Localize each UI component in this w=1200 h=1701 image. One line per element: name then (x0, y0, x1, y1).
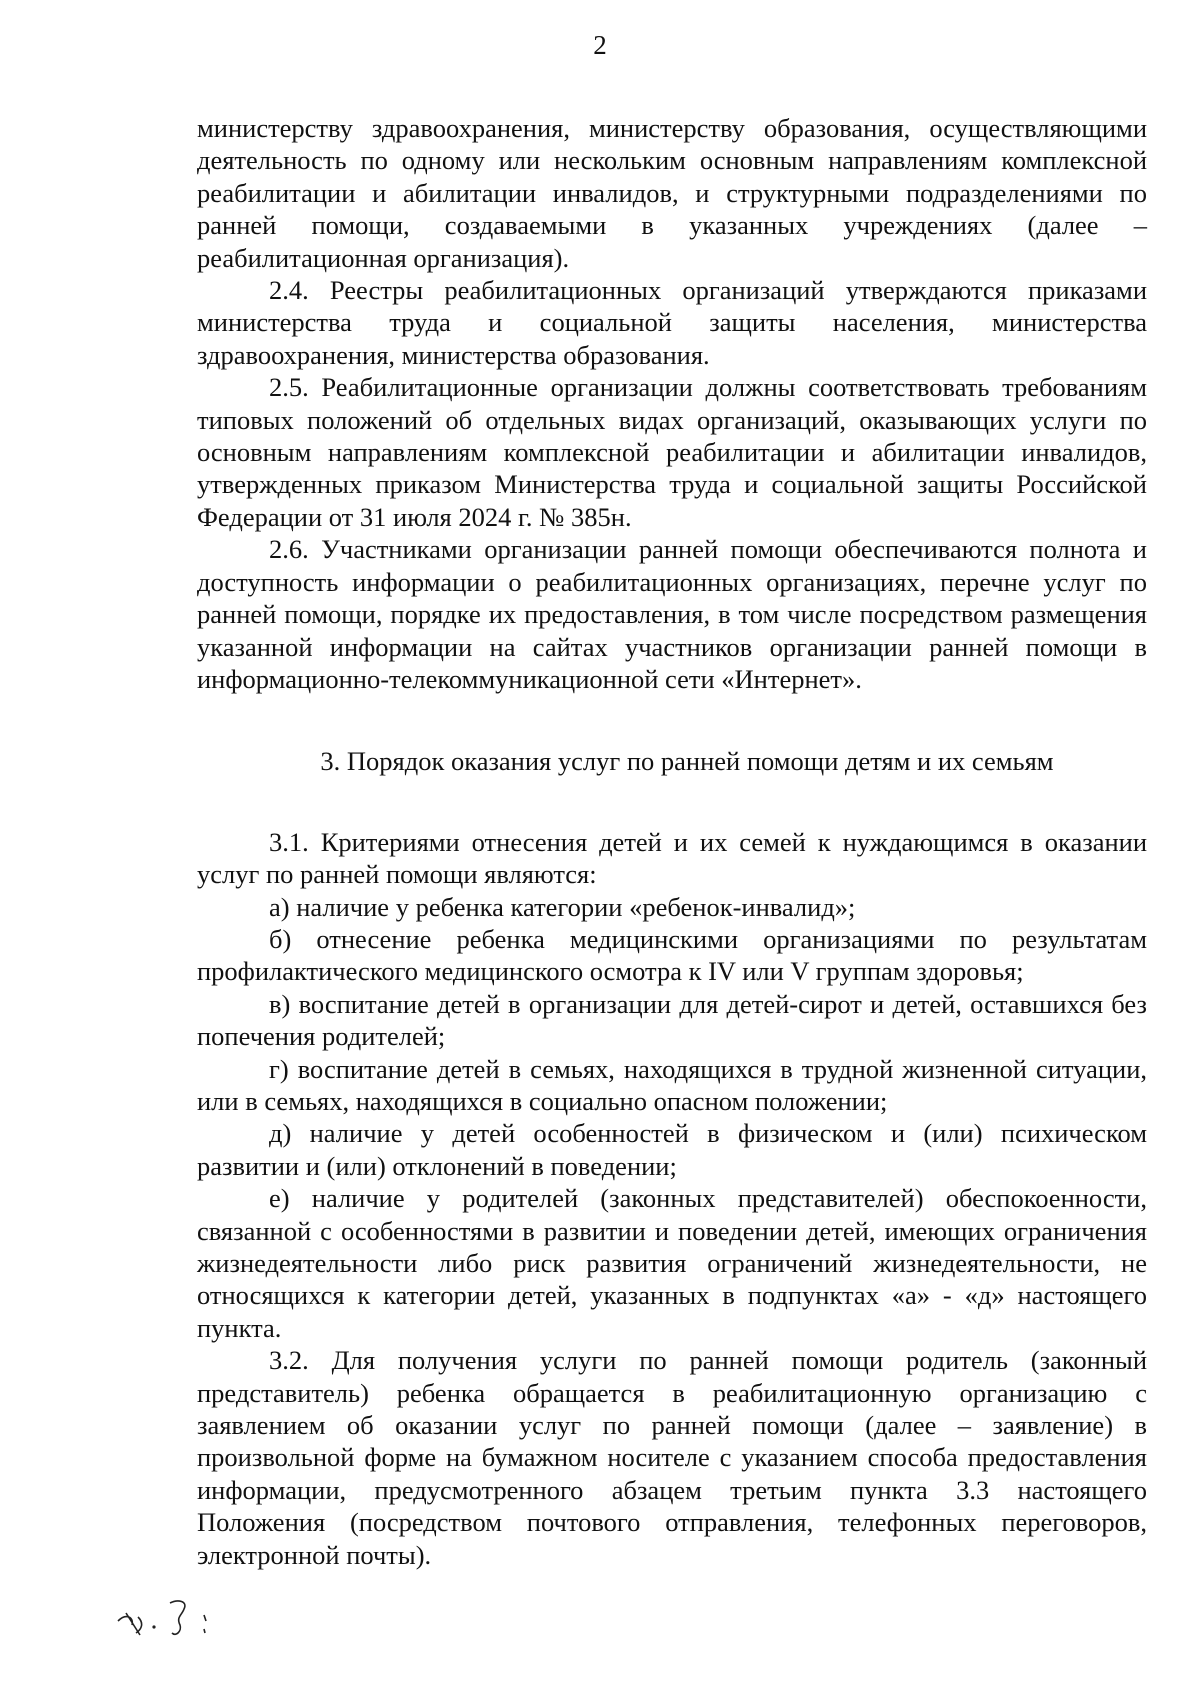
paragraph: 3.2. Для получения услуги по ранней помощи родитель (законный представитель) ребенка обращается в реабилитационную организацию с заявлением об оказании услуг по ранней помощи (далее – заявление) в произвольной форме на бумажном носителе с указанием способа предоставления информации, предусмотренного абзацем третьим пункта 3.3 настоящего Положения (посредством почтового отправления, телефонных переговоров, электронной почты). (197, 1345, 1147, 1570)
paragraphs-after-heading (197, 826, 1147, 1571)
handwritten-initials (112, 1583, 252, 1643)
paragraph: 2.6. Участниками организации ранней помощи обеспечиваются полнота и доступность информации о реабилитационных организациях, перечне услуг по ранней помощи, порядке их предоставления, в том числе посредством размещения указанной информации на сайтах участников организации ранней помощи в информационно-телекоммуникационной сети «Интернет». (197, 534, 1147, 694)
document-body (197, 112, 1147, 1571)
paragraph: д) наличие у детей особенностей в физическом и (или) психическом развитии и (или) отклонений в поведении; (197, 1118, 1147, 1181)
paragraph: а) наличие у ребенка категории «ребенок-инвалид»; (269, 891, 856, 922)
paragraph: б) отнесение ребенка медицинскими организациями по результатам профилактического медицинского осмотра к IV или V группам здоровья; (197, 923, 1147, 987)
paragraph: в) воспитание детей в организации для детей-сирот и детей, оставшихся без попечения родителей; (197, 988, 1147, 1052)
paragraph: 2.5. Реабилитационные организации должны соответствовать требованиям типовых положений об отдельных видах организаций, оказывающих услуги по основным направлениям комплексной реабилитации и абилитации инвалидов, утвержденных приказом Министерства труда и социальной защиты Российской Федерации от 31 июля 2024 г. № 385н. (197, 372, 1147, 532)
paragraph: министерству здравоохранения, министерству образования, осуществляющими деятельность по одному или нескольким основным направлениям комплексной реабилитации и абилитации инвалидов, и структурными подразделениями по ранней помощи, создаваемыми в указанных учреждениях (далее – реабилитационная организация). (197, 113, 1147, 273)
page-number: 2 (593, 30, 607, 60)
paragraph: 3.1. Критериями отнесения детей и их семей к нуждающимся в оказании услуг по ранней помощи являются: (197, 826, 1147, 890)
paragraph: е) наличие у родителей (законных представителей) обеспокоенности, связанной с особенностями в развитии и поведении детей, имеющих ограничения жизнедеятельности либо риск развития ограничений жизнедеятельности, не относящихся к категории детей, указанных в подпунктах «а» - «д» настоящего пункта. (197, 1183, 1147, 1343)
paragraph: 2.4. Реестры реабилитационных организаций утверждаются приказами министерства труда и социальной защиты населения, министерства здравоохранения, министерства образования. (197, 275, 1147, 370)
paragraph: г) воспитание детей в семьях, находящихся в трудной жизненной ситуации, или в семьях, находящихся в социально опасном положении; (197, 1053, 1147, 1116)
section-heading: 3. Порядок оказания услуг по ранней помощи детям и их семьям (320, 746, 1054, 777)
paragraphs-before-heading (197, 112, 1147, 695)
